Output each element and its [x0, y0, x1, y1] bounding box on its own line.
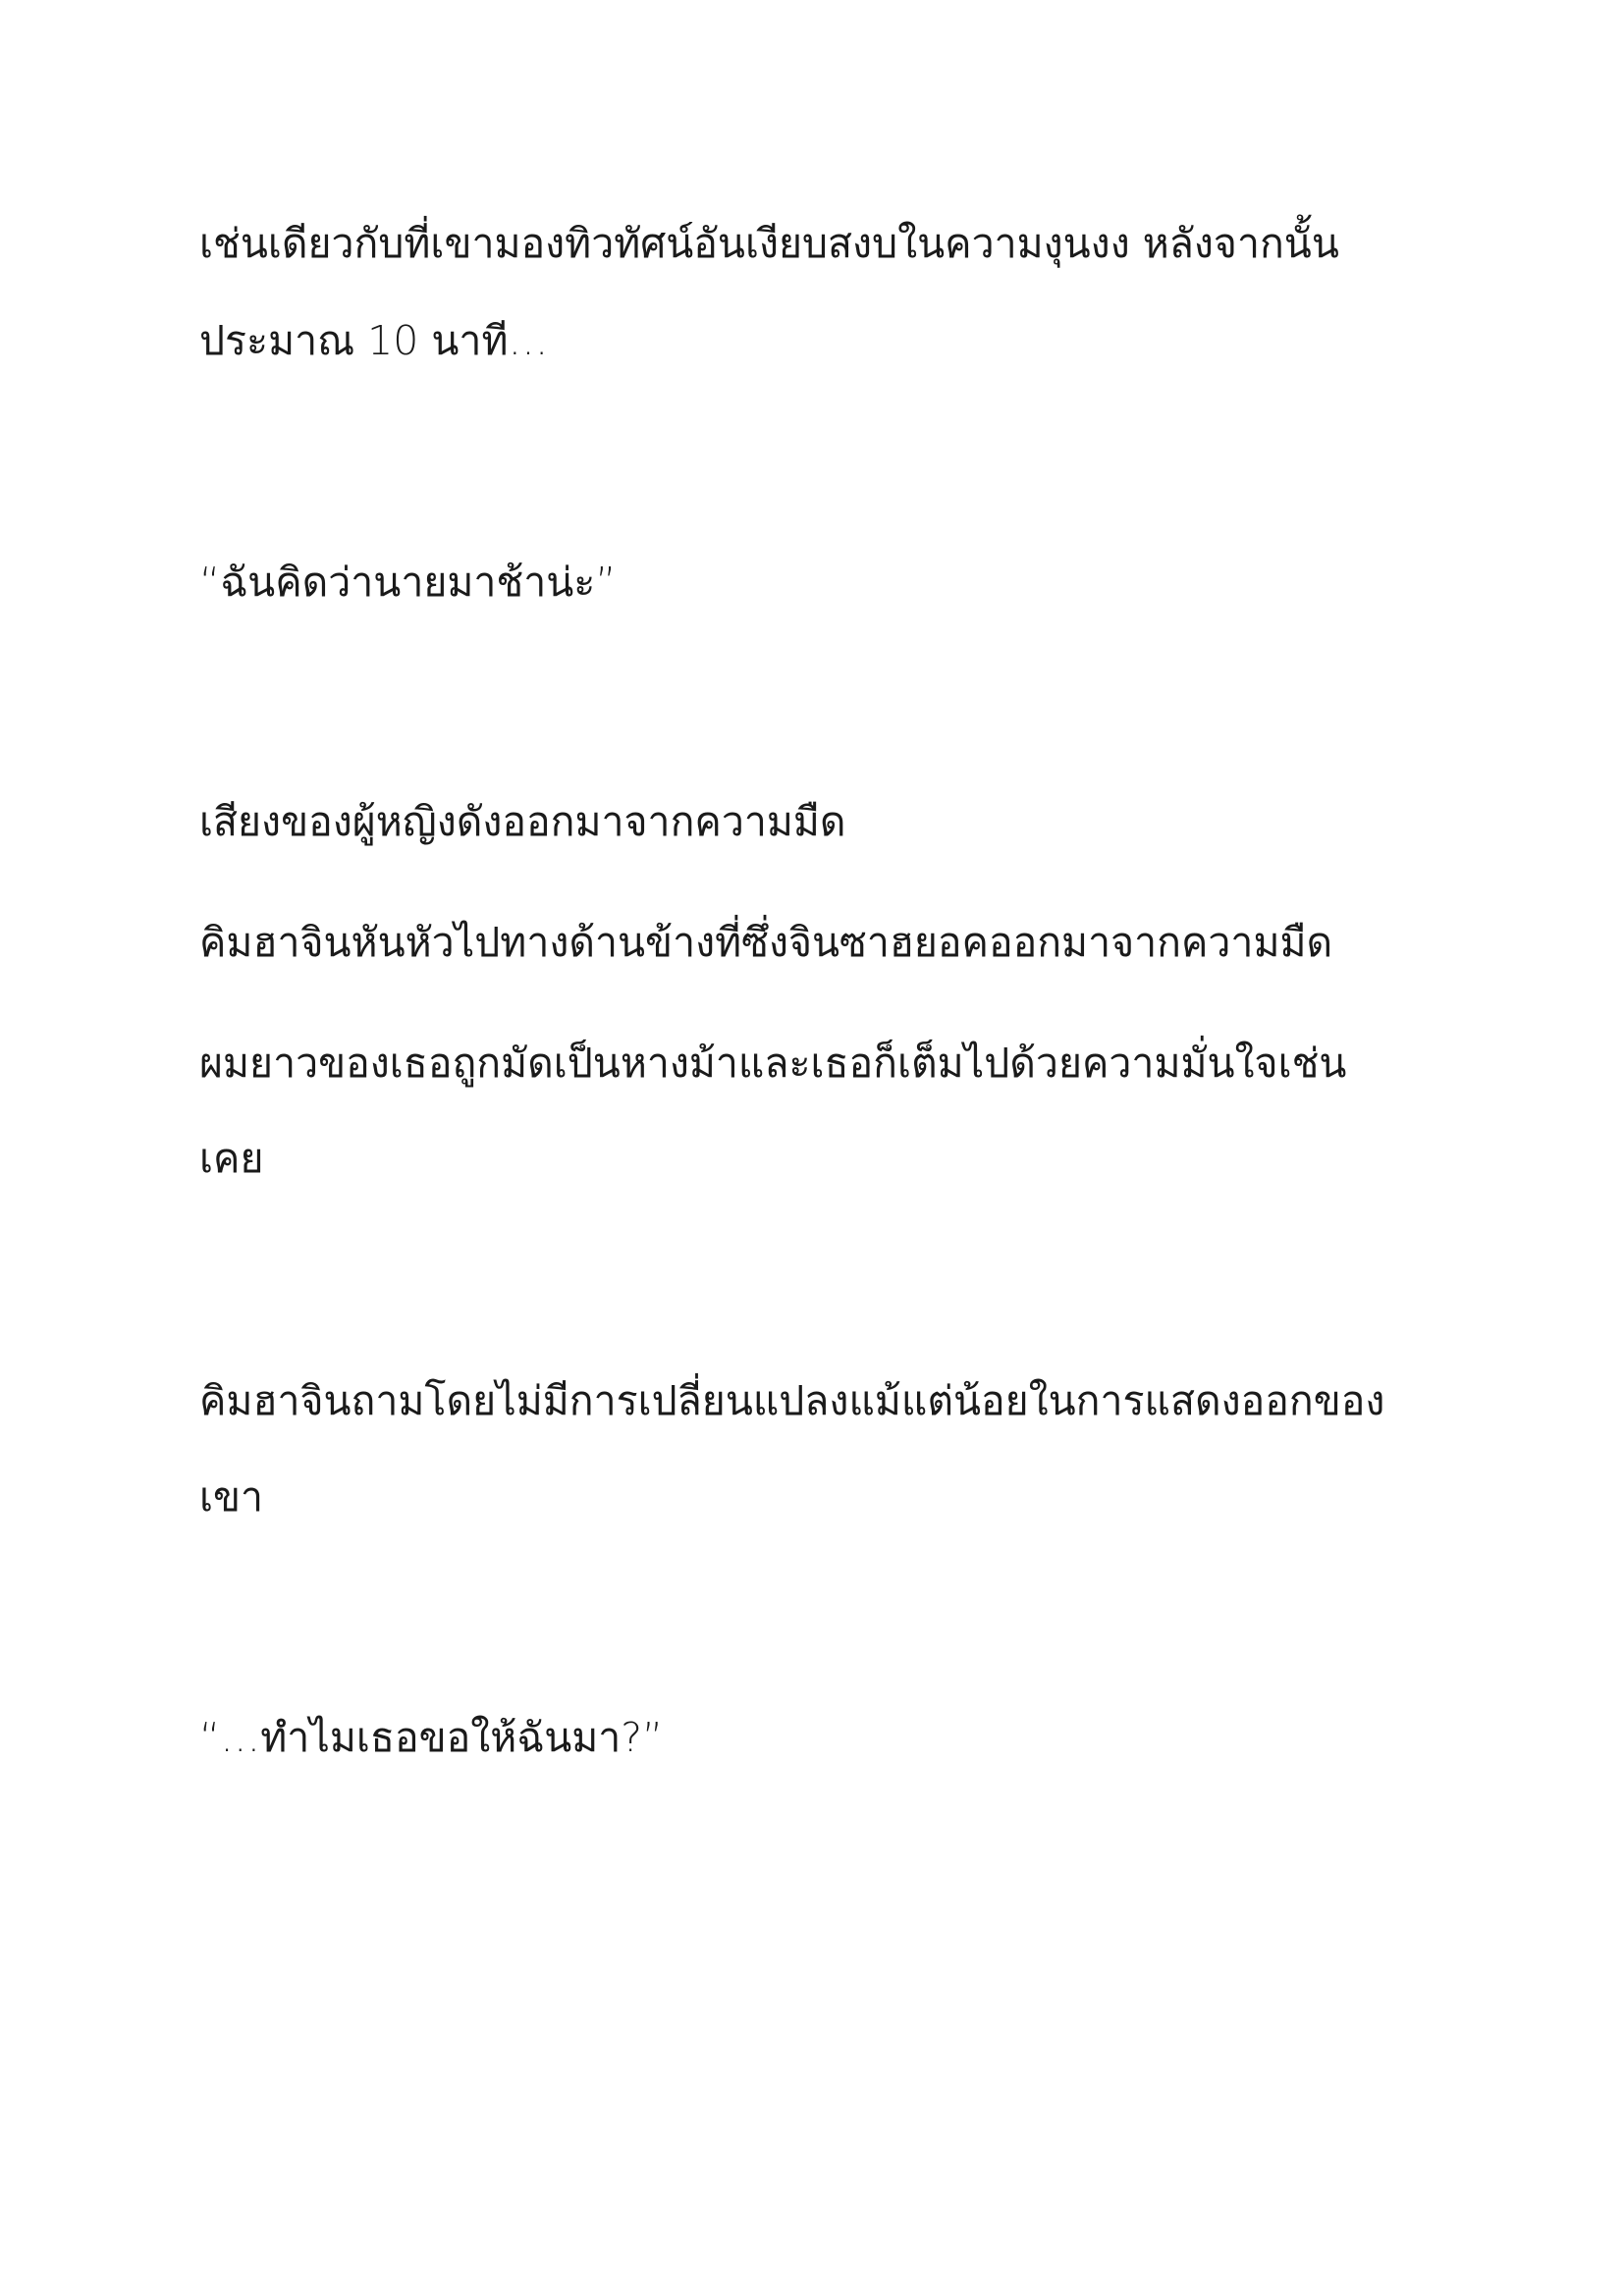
text-line: ประมาณ 10 นาที…	[199, 317, 549, 364]
dialogue-line: “…ทำไมเธอขอให้ฉันมา?”	[199, 1714, 664, 1761]
text-line: คิมฮาจินถามโดยไม่มีการเปลี่ยนแปลงแม้แต่น้อยในการแสดงออกของ	[199, 1377, 1385, 1424]
text-line: ผมยาวของเธอถูกมัดเป็นหางม้าและเธอก็เต็มไปด้วยความมั่นใจเช่น	[199, 1040, 1347, 1087]
text-line: เขา	[199, 1473, 264, 1521]
text-line: เสียงของผู้หญิงดังออกมาจากความมืด	[199, 798, 846, 845]
text-line: เคย	[199, 1135, 264, 1182]
text-line: คิมฮาจินหันหัวไปทางด้านข้างที่ซึ่งจินซาฮยอคออกมาจากความมืด	[199, 919, 1333, 966]
dialogue-line: “ฉันคิดว่านายมาช้าน่ะ”	[199, 559, 617, 606]
text-line: เช่นเดียวกับที่เขามองทิวทัศน์อันเงียบสงบในความงุนงง หลังจากนั้น	[199, 220, 1339, 267]
